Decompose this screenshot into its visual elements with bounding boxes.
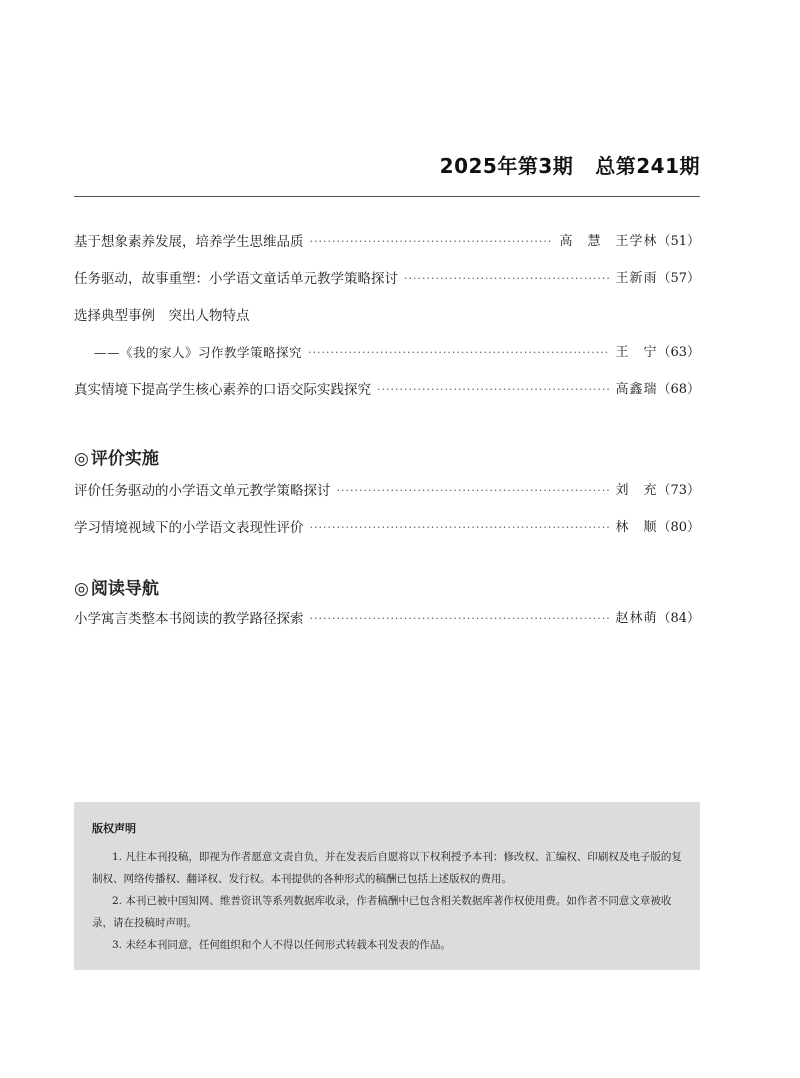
toc-entry-title: 评价任务驱动的小学语文单元教学策略探讨 <box>74 483 331 499</box>
toc-entry-title: 基于想象素养发展，培养学生思维品质 <box>74 234 304 250</box>
toc-entry[interactable] <box>74 479 700 503</box>
copyright-paragraph: 1. 凡往本刊投稿，即视为作者愿意文责自负，并在发表后自愿将以下权利授予本刊：修改权、汇编权、印刷权及电子版的复制权、网络传播权、翻译权、发行权。本刊提供的各种形式的稿酬已包括上述版权的费用。 <box>92 851 682 885</box>
toc-entry-author: 赵林萌 <box>615 611 658 626</box>
header-divider <box>74 196 700 197</box>
section-heading-text: 评价实施 <box>90 449 159 469</box>
leader-dots <box>310 516 610 540</box>
toc-entry-author: 王 宁 <box>615 345 658 360</box>
leader-dots <box>404 267 609 291</box>
toc-entry-page: （80） <box>657 520 700 535</box>
toc-entry-author: 林 顺 <box>615 520 658 535</box>
toc-entry[interactable] <box>74 267 700 291</box>
toc-entry-page: （73） <box>657 483 700 498</box>
copyright-paragraph: 2. 本刊已被中国知网、维普资讯等系列数据库收录，作者稿酬中已包含相关数据库著作权使用费。如作者不同意文章被收录，请在投稿时声明。 <box>92 895 672 929</box>
toc-entry-main-title[interactable] <box>74 304 700 328</box>
toc-entry-author: 高鑫瑞 <box>615 382 658 397</box>
toc-entry-page: （51） <box>657 234 700 249</box>
leader-dots <box>308 341 609 365</box>
toc-entry-author: 高 慧 王学林 <box>559 234 658 249</box>
copyright-paragraph: 3. 未经本刊同意，任何组织和个人不得以任何形式转载本刊发表的作品。 <box>112 939 451 951</box>
issue-number: 2025年第3期 <box>439 154 574 178</box>
toc-entry-title: 任务驱动，故事重塑：小学语文童话单元教学策略探讨 <box>74 271 398 287</box>
section-heading-text: 阅读导航 <box>90 579 159 599</box>
toc-entry-page: （84） <box>657 611 700 626</box>
leader-dots <box>337 479 610 503</box>
section-heading-reading <box>74 574 159 599</box>
toc-entry-author: 王新雨 <box>615 271 658 286</box>
section-heading-evaluation <box>74 444 159 469</box>
issue-header <box>440 150 700 179</box>
section-mark: ◎ <box>74 449 89 469</box>
toc-entry-page: （63） <box>657 345 700 360</box>
toc-entry-author: 刘 充 <box>615 483 658 498</box>
copyright-title: 版权声明 <box>92 822 136 835</box>
leader-dots <box>310 230 554 254</box>
toc-entry-title: 学习情境视域下的小学语文表现性评价 <box>74 520 304 536</box>
toc-entry[interactable] <box>74 516 700 540</box>
toc-entry-title: 小学寓言类整本书阅读的教学路径探索 <box>74 611 304 627</box>
toc-entry-title: 选择典型事例 突出人物特点 <box>74 308 250 324</box>
leader-dots <box>377 378 609 402</box>
toc-entry[interactable] <box>74 607 700 631</box>
toc-entry[interactable] <box>74 378 700 402</box>
toc-entry-title: 真实情境下提高学生核心素养的口语交际实践探究 <box>74 382 371 398</box>
section-mark: ◎ <box>74 579 89 599</box>
leader-dots <box>310 607 610 631</box>
toc-entry-subtitle[interactable] <box>74 341 700 365</box>
copyright-notice-box <box>74 802 700 970</box>
toc-entry[interactable] <box>74 230 700 254</box>
total-issue-number: 总第241期 <box>595 154 700 178</box>
toc-entry-subtitle-text: ——《我的家人》习作教学策略探究 <box>94 345 303 360</box>
toc-entry-page: （68） <box>657 382 700 397</box>
toc-entry-page: （57） <box>657 271 700 286</box>
